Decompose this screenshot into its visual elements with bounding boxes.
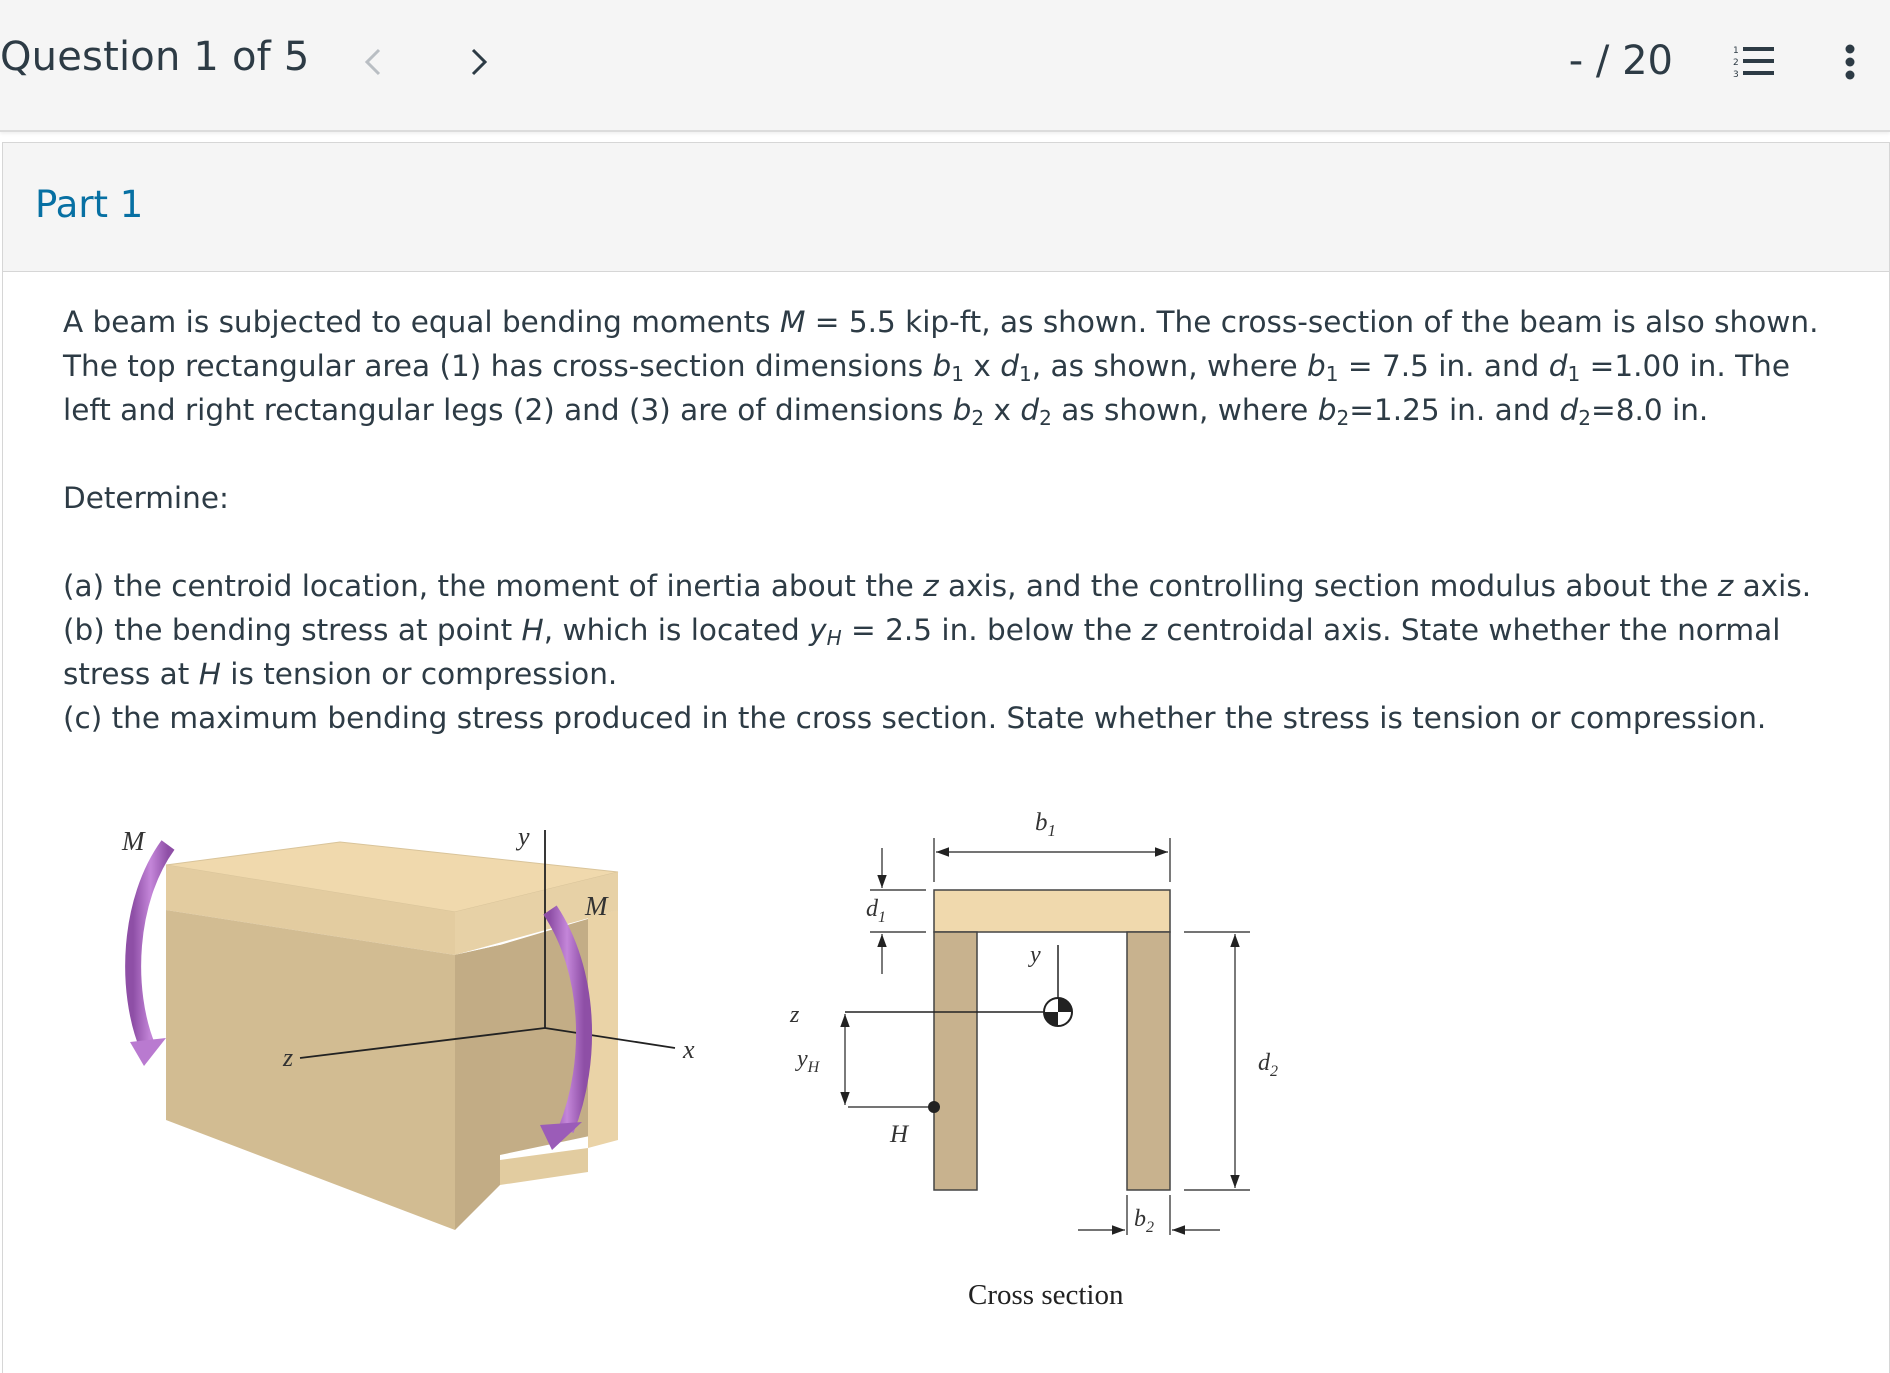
x-axis-label: x	[683, 1035, 695, 1064]
beam-right-leg-front	[588, 910, 618, 1148]
b1-label: $b_1$	[1035, 809, 1056, 840]
part-c-text: (c) the maximum bending stress produced in the cross section. State whether the stress is tension or compression.	[63, 701, 1767, 735]
svg-text:3: 3	[1733, 70, 1739, 80]
centroid-symbol	[1044, 998, 1072, 1026]
part-b-text: (b) the bending stress at point H, which is located $y_H = 2.5$ in. below the z centroidal axis. State whether the normal stress at H is tension or compression.	[63, 613, 1781, 691]
svg-text:2: 2	[1733, 58, 1739, 68]
more-options-button[interactable]	[1838, 42, 1862, 82]
beam-figure	[100, 790, 1300, 1330]
d1-label: $d_1$	[866, 896, 886, 926]
point-H-label: H	[890, 1121, 909, 1148]
previous-question-button[interactable]	[354, 42, 394, 82]
more-vertical-icon	[1838, 42, 1862, 82]
left-moment-arrowhead	[130, 1038, 166, 1066]
question-header-bar	[0, 0, 1890, 132]
next-question-button[interactable]	[458, 42, 498, 82]
numbered-list-icon	[1732, 44, 1776, 80]
yH-label: $y_H$	[797, 1046, 820, 1076]
section-z-label: z	[790, 1002, 800, 1028]
top-flange-area-1	[934, 890, 1170, 932]
part-header	[3, 143, 1889, 272]
b2-label: $b_2$	[1134, 1206, 1154, 1236]
score-display: - / 20	[1568, 38, 1673, 84]
beam-right-leg-bottom	[500, 1148, 588, 1185]
beam-left-leg-face	[166, 910, 455, 1230]
question-counter: Question 1 of 5	[0, 34, 310, 80]
beam-diagram	[100, 790, 1300, 1330]
question-list-button[interactable]	[1732, 44, 1776, 80]
y-axis-label: y	[518, 822, 530, 851]
determine-label: Determine:	[63, 481, 229, 515]
part-title: Part 1	[35, 183, 144, 226]
section-y-label: y	[1030, 942, 1041, 968]
cross-section-view	[789, 809, 1278, 1311]
left-moment-label: M	[122, 826, 145, 856]
right-leg-area-3	[1127, 932, 1170, 1190]
cross-section-caption: Cross section	[968, 1279, 1124, 1311]
left-moment-arrow	[133, 845, 168, 1048]
problem-statement	[63, 300, 1833, 740]
chevron-left-icon	[354, 42, 394, 82]
beam-left-leg-side	[455, 945, 500, 1230]
beam-3d-view	[166, 842, 618, 1230]
svg-text:1: 1	[1733, 46, 1739, 56]
part-a-text: (a) the centroid location, the moment of inertia about the z axis, and the controlling section modulus about the z axis.	[63, 569, 1812, 603]
point-H	[928, 1101, 940, 1113]
chevron-right-icon	[458, 42, 498, 82]
d2-label: $d_2$	[1258, 1050, 1278, 1080]
problem-paragraph: A beam is subjected to equal bending moments M = 5.5 kip-ft, as shown. The cross-section of the beam is also shown. The top rectangular area (1) has cross-section dimensions $b_1$ x $d_1$, as shown, where $b_1 = 7.5$ in. and $d_1 =1.00$ in. The left and right rectangular legs (2) and (3) are of dimensions $b_2$ x $d_2$ as shown, where $b_2=1.25$ in. and $d_2=8.0$ in.	[63, 305, 1819, 430]
z-axis-label: z	[283, 1043, 294, 1072]
left-leg-area-2	[934, 932, 977, 1190]
right-moment-label: M	[585, 891, 608, 921]
